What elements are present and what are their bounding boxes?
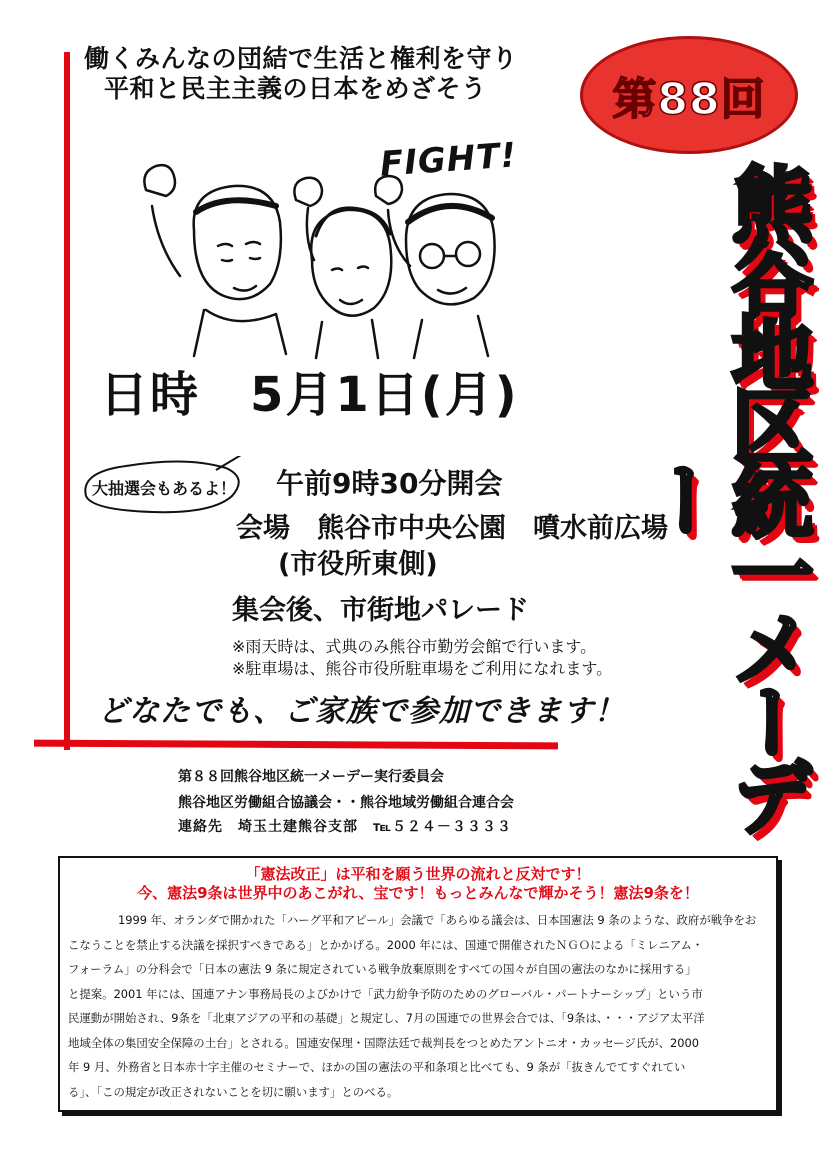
parade-info: 集会後、市街地パレード bbox=[232, 595, 529, 626]
article-line: と提案。2001 年には、国連アナン事務局長のよびかけで「武力紛争予防のためのグローバル・パートナーシップ」という市 bbox=[68, 986, 703, 1001]
three-workers-illustration bbox=[126, 160, 516, 360]
parking-note: ※駐車場は、熊谷市役所駐車場をご利用になれます。 bbox=[232, 659, 613, 678]
rain-note: ※雨天時は、式典のみ熊谷市勤労会館で行います。 bbox=[232, 637, 597, 656]
event-title: 熊谷地区統一メーデー bbox=[632, 162, 813, 828]
event-date: 日時 5月1日(月) bbox=[100, 367, 519, 423]
article-heading-1: 「憲法改正」は平和を願う世界の流れと反対です！ bbox=[245, 865, 591, 883]
organizer-unions: 熊谷地区労働組合協議会・・熊谷地域労働組合連合会 bbox=[178, 795, 514, 811]
article-line: 年 9 月、外務省と日本赤十字主催のセミナーで、ほかの国の憲法の平和条項と比べても、9 条が「抜きんでてすぐれてい bbox=[68, 1060, 686, 1074]
article-line: 1999 年、オランダで開かれた「ハーグ平和アピール」会議で「あらゆる議会は、日本国憲法 9 条のような、政府が戦争をお bbox=[118, 913, 757, 927]
organizer-committee: 第８８回熊谷地区統一メーデー実行委員会 bbox=[178, 769, 444, 785]
article-body bbox=[68, 908, 764, 1104]
event-title-vertical bbox=[632, 150, 813, 840]
venue: 会場 熊谷市中央公園 噴水前広場 bbox=[236, 513, 668, 544]
article-line: 地域全体の集団安全保障の土台」とされる。国連安保理・国際法廷で裁判長をつとめたアントニオ・カッセージ氏が、2000 bbox=[68, 1035, 699, 1050]
lottery-note: 大抽選会もあるよ！ bbox=[91, 479, 236, 498]
edition-badge: 第88回 bbox=[580, 36, 798, 154]
red-frame-horizontal bbox=[34, 740, 558, 750]
article-line: フォーラム」の分科会で「日本の憲法 9 条に規定されている戦争放棄原則をすべての国々が自国の憲法のなかに採用する」 bbox=[68, 962, 697, 976]
slogan-line-2: 平和と民主主義の日本をめざそう bbox=[104, 74, 487, 103]
article-line: こなうことを禁止する決議を採択すべきである」とかかげる。2000 年には、国連で開催されたＮＧＯによる「ミレニアム・ bbox=[68, 937, 704, 952]
slogan-line-1: 働くみんなの団結で生活と権利を守り bbox=[84, 44, 518, 73]
venue-detail: (市役所東側) bbox=[278, 549, 438, 580]
article-heading-2: 今、憲法9条は世界中のあこがれ、宝です！もっとみんなで輝かそう！憲法9条を！ bbox=[137, 884, 699, 902]
article-line: 民運動が開始され、9条を「北東アジアの平和の基礎」と規定し、7月の国連での世界会合では、「9条は、・・・アジア太平洋 bbox=[68, 1011, 705, 1025]
red-frame-vertical bbox=[64, 52, 70, 750]
slogan bbox=[84, 44, 554, 104]
fight-text: FIGHT! bbox=[378, 135, 519, 185]
article-line: る」、「この規定が改正されないことを切に願います」とのべる。 bbox=[68, 1084, 399, 1099]
start-time: 午前9時30分開会 bbox=[276, 467, 503, 500]
organizer-contact: 連絡先 埼玉土建熊谷支部 ℡５２４－３３３３ bbox=[178, 819, 512, 835]
everyone-welcome: どなたでも、ご家族で参加できます！ bbox=[98, 694, 625, 729]
